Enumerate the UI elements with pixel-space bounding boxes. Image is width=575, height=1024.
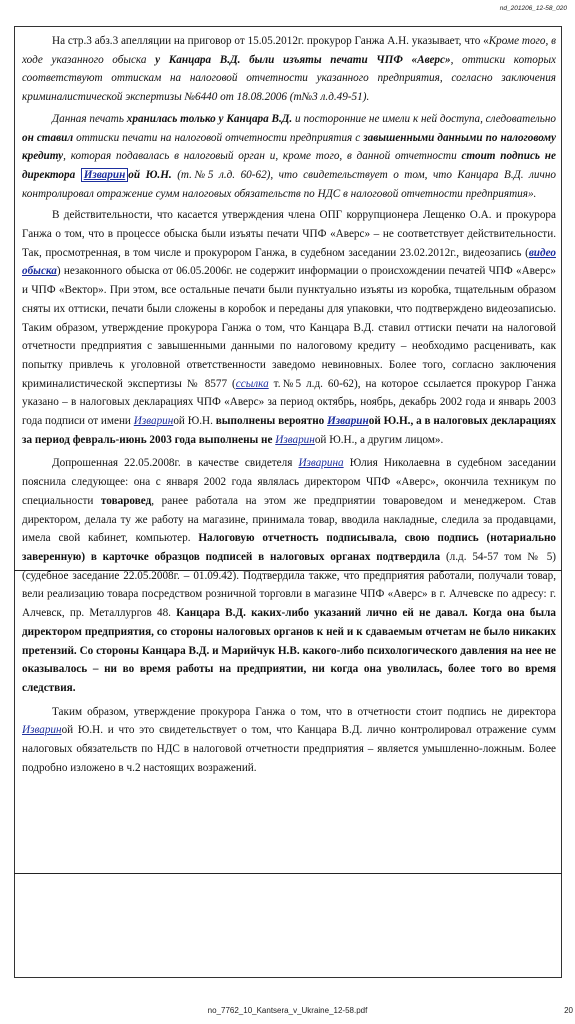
izvarina-link[interactable]: Изварина — [298, 457, 344, 470]
paragraph-2: Данная печать хранилась только у Канцара В.Д. и посторонние не имели к ней доступа, следовательно он ставил оттиски печати на налоговой отчетности предприятия с завышенными данными по налоговому кредиту, которая подавалась в налоговый орган и, кроме того, в данной отчетности стоит подпись не директора Изварин ой Ю.Н. (т.№5 л.д. 60-62), что свидетельствует о том, что Канцара В.Д. лично контролировал отражение сумм налоговых обязательств по НДС в налоговой отчетности предприятия». — [22, 112, 556, 200]
document-id: nd_201206_12-58_020 — [499, 5, 567, 12]
document-body — [22, 32, 556, 780]
izvarina-link[interactable]: Изварин — [22, 724, 62, 737]
page-number: 20 — [564, 1006, 573, 1015]
footer-filename: no_7762_10_Kantsera_v_Ukraine_12-58.pdf — [207, 1006, 368, 1015]
reference-link[interactable]: ссылка — [235, 377, 269, 390]
paragraph-1: На стр.3 абз.3 апелляции на приговор от 15.05.2012г. прокурор Ганжа А.Н. указывает, что «Кроме того, в ходе указанного обыска у Канцара В.Д. были изъяты печати ЧПФ «Аверс», оттиски которых соответствуют оттискам на налоговой отчетности указанного предприятия, согласно заключения криминалистической экспертизы №6440 от 18.08.2006 (т№3 л.д.49-51). — [22, 35, 556, 104]
izvarina-link[interactable]: Изварин — [327, 415, 369, 428]
paragraph-5: Таким образом, утверждение прокурора Ганжа о том, что в отчетности стоит подпись не директора Извариной Ю.Н. и что это свидетельствует о том, что Канцара В.Д. лично контролировал отражение сумм налоговых обязательств по НДС в налоговой отчетности предприятия – является умышленно-ложным. Более подробно изложено в ч.2 настоящих возражений. — [22, 705, 556, 774]
section-divider — [14, 570, 562, 571]
paragraph-3: В действительности, что касается утверждения члена ОПГ коррупционера Лещенко О.А. и прокурора Ганжа о том, что в процессе обыска были изъяты печати ЧПФ «Аверс» – не соответствует действительности. Так, просмотренная, в том числе и прокурором Ганжа, в судебном заседании 23.02.2012г., видеозапись (видео обыска) незаконного обыска от 06.05.2006г. не содержит информации о происхождении печатей ЧПФ «Аверс» и ЧПФ «Вектор». При этом, все остальные печати были пунктуально изъяты из коробка, тщательным образом сняты их оттиски, печати были сложены в коробок и переданы для упаковки, что подтверждено видеозаписью. Таким образом, утверждение прокурора Ганжа о том, что Канцара В.Д. ставил оттиски печати на налоговой отчетности предприятия с завышенными данными по налоговому кредиту – необходимо расценивать, как попытку привлечь к уголовной ответственности заведомо невиновных. Более того, согласно заключения криминалистической экспертизы № 8577 (ссылка т.№5 л.д. 60-62), на которое ссылается прокурор Ганжа указано – в налоговых декларациях ЧПФ «Аверс» за период октябрь, ноябрь, декабрь 2002 года и январь 2003 года подписи от имени Извариной Ю.Н. выполнены вероятно Извариной Ю.Н., а в налоговых декларациях за период февраль-июнь 2003 года выполнены не Извариной Ю.Н., а другим лицом». — [22, 209, 556, 446]
section-divider — [14, 873, 562, 874]
search-video-link[interactable]: видео обыска — [22, 246, 556, 278]
izvarina-link[interactable]: Изварин — [81, 168, 129, 182]
izvarina-link[interactable]: Изварин — [133, 415, 174, 428]
paragraph-4: Допрошенная 22.05.2008г. в качестве свидетеля Изварина Юлия Николаевна в судебном заседании пояснила следующее: она с января 2002 года являлась директором ЧПФ «Аверс», окончила техникум по специальности товаровед, ранее работала на этом же предприятии товароведом и менеджером. Став директором, делала ту же работу на магазине, принимала товар, вводила накладные, следила за продавцами, имела свой кабинет, компьютер. Налоговую отчетность подписывала, свою подпись (нотариально заверенную) в карточке образцов подписей в налоговых органах подтвердила (л.д. 54-57 том № 5) (судебное заседание 22.05.2008г. – 01.09.42). Подтвердила также, что предприятия работали, получали товар, вели реализацию товара посредством розничной торговли в магазине ЧПФ «Аверс» в г. Алчевске по адресу: г. Алчевск, пр. Металлургов 48. Канцара В.Д. каких-либо указаний лично ей не давал. Когда она была директором предприятия, со стороны налоговых органов к ней и к сдаваемым отчетам не было никаких претензий. Со стороны Канцара В.Д. и Марийчук Н.В. какого-либо психологического давления на нее не оказывалось – ни во время работы на предприятии, ни когда она уволилась, более того во время следствия. — [22, 457, 557, 694]
izvarina-link[interactable]: Изварин — [275, 433, 315, 446]
